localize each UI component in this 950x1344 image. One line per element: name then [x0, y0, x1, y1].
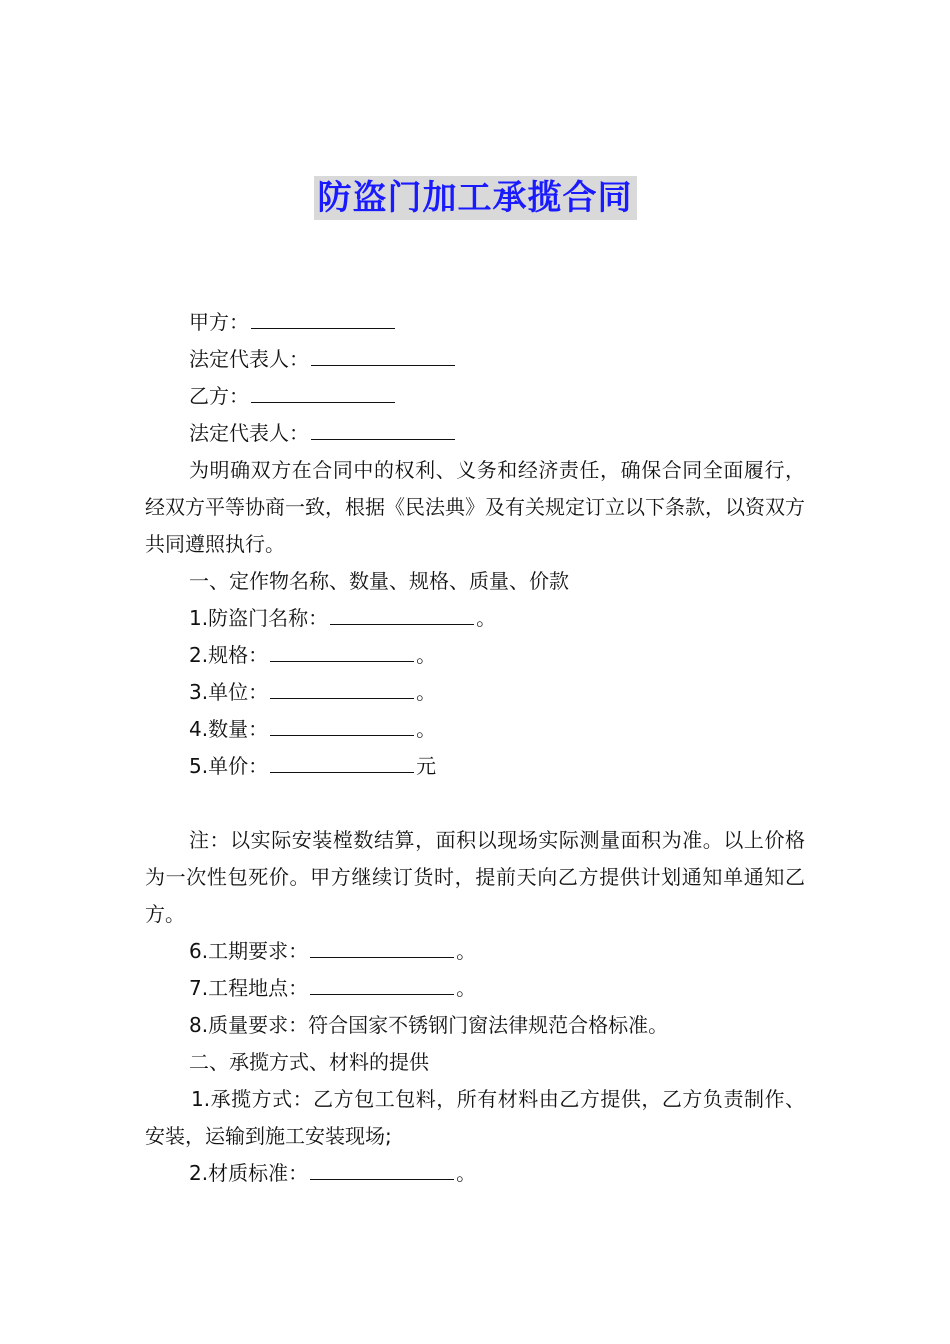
item-material-label: 2.材质标准： [189, 1161, 309, 1185]
item-quantity [145, 711, 805, 748]
party-b-rep-label: 法定代表人： [189, 421, 309, 445]
party-b-blank[interactable] [251, 380, 395, 403]
party-b-rep-line [145, 415, 805, 452]
item-door-name-label: 1.防盗门名称： [189, 606, 329, 630]
spacer [145, 785, 805, 822]
section1-heading: 一、定作物名称、数量、规格、质量、价款 [189, 569, 569, 593]
party-b-line [145, 378, 805, 415]
title-container [0, 176, 950, 220]
party-a-rep-line [145, 341, 805, 378]
note-paragraph: 注：以实际安装樘数结算，面积以现场实际测量面积为准。以上价格为一次性包死价。甲方继续订货时，提前天向乙方提供计划通知单通知乙方。 [145, 828, 805, 926]
party-a-line [145, 304, 805, 341]
section2-heading: 二、承揽方式、材料的提供 [189, 1050, 429, 1074]
item-unit-blank[interactable] [270, 676, 414, 699]
item-spec-label: 2.规格： [189, 643, 269, 667]
item-unit-suffix: 。 [416, 680, 437, 704]
party-b-label: 乙方： [189, 384, 249, 408]
item-price [145, 748, 805, 785]
item-location-label: 7.工程地点： [189, 976, 309, 1000]
item-spec-blank[interactable] [270, 639, 414, 662]
party-a-rep-label: 法定代表人： [189, 347, 309, 371]
item-schedule-suffix: 。 [456, 939, 477, 963]
party-b-rep-blank[interactable] [311, 417, 455, 440]
document-title: 防盗门加工承揽合同 [314, 176, 637, 220]
party-a-rep-blank[interactable] [311, 343, 455, 366]
item-material [145, 1155, 805, 1192]
item-quantity-blank[interactable] [270, 713, 414, 736]
item-location-suffix: 。 [456, 976, 477, 1000]
party-a-blank[interactable] [251, 306, 395, 329]
item-quantity-label: 4.数量： [189, 717, 269, 741]
item-spec [145, 637, 805, 674]
item-schedule [145, 933, 805, 970]
item-quantity-suffix: 。 [416, 717, 437, 741]
item-door-name-blank[interactable] [330, 602, 474, 625]
item-location-blank[interactable] [310, 972, 454, 995]
intro-paragraph: 为明确双方在合同中的权利、义务和经济责任，确保合同全面履行，经双方平等协商一致，根据《民法典》及有关规定订立以下条款，以资双方共同遵照执行。 [145, 458, 805, 556]
item-material-suffix: 。 [456, 1161, 477, 1185]
item-quality: 8.质量要求：符合国家不锈钢门窗法律规范合格标准。 [189, 1013, 669, 1037]
item-price-suffix: 元 [416, 754, 437, 778]
item-unit [145, 674, 805, 711]
item-spec-suffix: 。 [416, 643, 437, 667]
item-door-name-suffix: 。 [476, 606, 497, 630]
item-material-blank[interactable] [310, 1157, 454, 1180]
party-a-label: 甲方： [189, 310, 249, 334]
item-schedule-label: 6.工期要求： [189, 939, 309, 963]
section2-item1: 1.承揽方式：乙方包工包料，所有材料由乙方提供，乙方负责制作、安装，运输到施工安装现场; [145, 1087, 805, 1148]
item-price-label: 5.单价： [189, 754, 269, 778]
item-unit-label: 3.单位： [189, 680, 269, 704]
item-price-blank[interactable] [270, 750, 414, 773]
contract-body [145, 304, 805, 1192]
item-door-name [145, 600, 805, 637]
item-location [145, 970, 805, 1007]
item-schedule-blank[interactable] [310, 935, 454, 958]
